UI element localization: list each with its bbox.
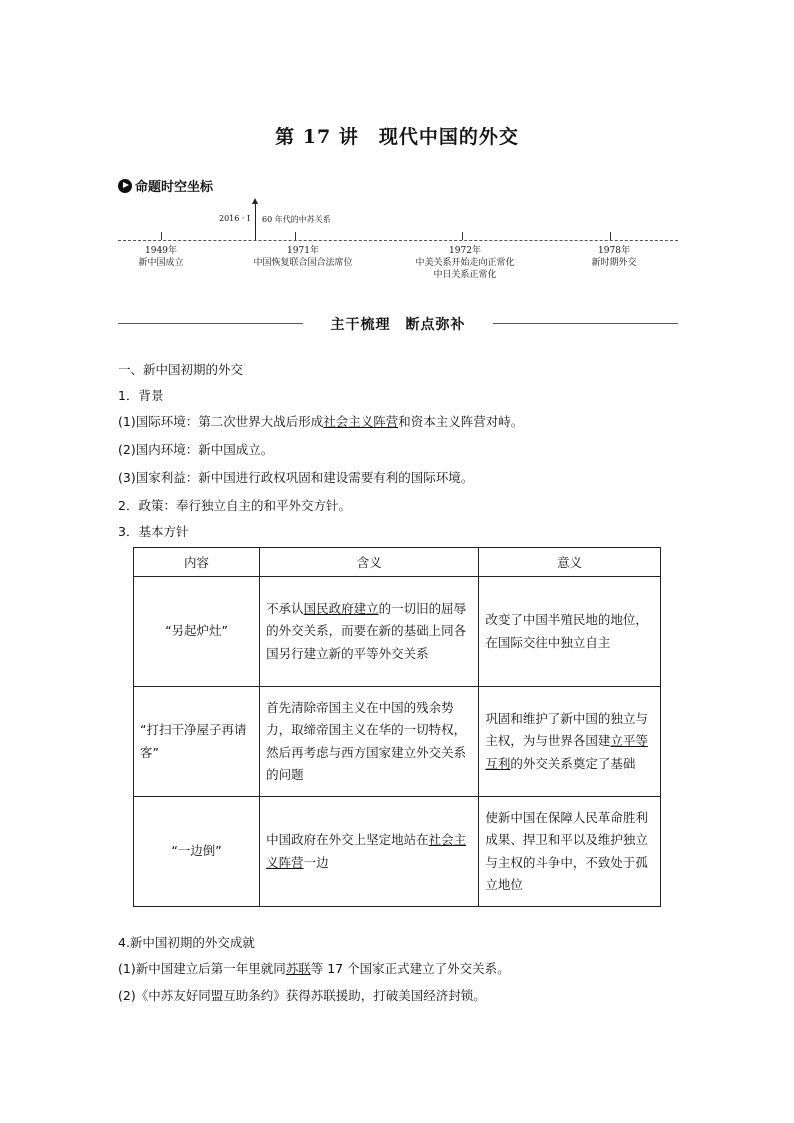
event-label-2: 中日关系正常化 [433, 270, 497, 280]
text: 等 17 个国家正式建立了外交关系。 [310, 961, 510, 976]
table-cell: 使新中国在保障人民革命胜利成果、捍卫和平以及维护独立与主权的斗争中，不致处于孤立地位 [479, 797, 661, 907]
text: 一边 [303, 854, 329, 870]
timeline-heading-text: 命题时空坐标 [135, 180, 214, 195]
page-title: 第 17 讲 现代中国的外交 [275, 126, 519, 148]
section-divider [118, 314, 678, 332]
play-icon [118, 179, 132, 193]
paragraph: 2．政策：奉行独立自主的和平外交方针。 [118, 498, 351, 513]
table-cell: “打扫干净屋子再请客” [134, 687, 260, 797]
table-cell [479, 687, 661, 797]
text: 巩固和维护了新中国的独立与主权，为与世界各国建 [485, 710, 648, 749]
timeline-note-year: 2016 · Ⅰ [219, 214, 251, 223]
table-row [134, 687, 661, 797]
event-label: 新中国成立 [138, 258, 184, 268]
underlined-text: 社会主义阵营 [323, 414, 399, 429]
column-header: 内容 [134, 548, 260, 577]
timeline-note-text: 60 年代的中苏关系 [262, 215, 331, 224]
event-year: 1971年 [287, 246, 319, 256]
table-cell [260, 797, 479, 907]
text: (1)国际环境：第二次世界大战后形成 [118, 414, 324, 429]
paragraph [118, 412, 523, 430]
table-header-row [134, 548, 661, 577]
heading-1: 一、新中国初期的外交 [118, 362, 244, 377]
subheading-achievements: 4.新中国初期的外交成就 [118, 935, 255, 950]
subheading-policy: 3．基本方针 [118, 524, 189, 539]
policy-table [133, 547, 661, 907]
timeline-event [253, 245, 352, 269]
event-label: 中美关系开始走向正常化 [415, 258, 515, 268]
paragraph: (3)国家利益：新中国进行政权巩固和建设需要有利的国际环境。 [118, 470, 474, 485]
timeline-tick [295, 232, 296, 240]
event-label: 新时期外交 [591, 258, 637, 268]
text: 不承认 [266, 600, 304, 616]
text: 和资本主义阵营对峙。 [398, 414, 524, 429]
table-cell: “另起炉灶” [134, 577, 260, 687]
text: 的外交关系奠定了基础 [510, 755, 636, 771]
column-header: 意义 [479, 548, 661, 577]
table-cell: “一边倒” [134, 797, 260, 907]
timeline-tick [161, 232, 162, 240]
section-title: 主干梳理 断点弥补 [330, 317, 466, 333]
underlined-text: 国民政府建立 [303, 600, 379, 616]
column-header: 含义 [260, 548, 479, 577]
underlined-text: 立平等互利 [485, 733, 648, 771]
event-year: 1949年 [145, 246, 177, 256]
underlined-text: 社会主义阵营 [266, 832, 467, 870]
timeline-heading [118, 176, 213, 195]
timeline-axis [118, 240, 678, 241]
timeline-event [415, 245, 514, 281]
table-cell: 改变了中国半殖民地的地位，在国际交往中独立自主 [479, 577, 661, 687]
timeline-marker [255, 202, 256, 240]
timeline-tick [462, 232, 463, 240]
table-row [134, 797, 661, 907]
event-label: 中国恢复联合国合法席位 [253, 258, 353, 268]
paragraph [118, 959, 510, 977]
subheading-background: 1．背景 [118, 388, 164, 403]
paragraph: (2)《中苏友好同盟互助条约》获得苏联援助，打破美国经济封锁。 [118, 988, 486, 1003]
timeline-event [138, 245, 183, 269]
event-year: 1978年 [598, 246, 630, 256]
event-year: 1972年 [449, 246, 481, 256]
table-row [134, 577, 661, 687]
text: 中国政府在外交上坚定地站在 [266, 832, 429, 847]
paragraph: (2)国内环境：新中国成立。 [118, 442, 274, 457]
table-cell [260, 577, 479, 687]
text: 的一切旧的屈辱的外交关系，而要在新的基础上同各国另行建立新的平等外交关系 [266, 600, 467, 661]
timeline-event [591, 245, 636, 269]
underlined-text: 苏联 [285, 961, 311, 976]
table-cell: 首先清除帝国主义在中国的残余势力，取缔帝国主义在华的一切特权，然后再考虑与西方国家建立外交关系的问题 [260, 687, 479, 797]
text: (1)新中国建立后第一年里就同 [118, 961, 286, 976]
timeline-tick [610, 232, 611, 240]
